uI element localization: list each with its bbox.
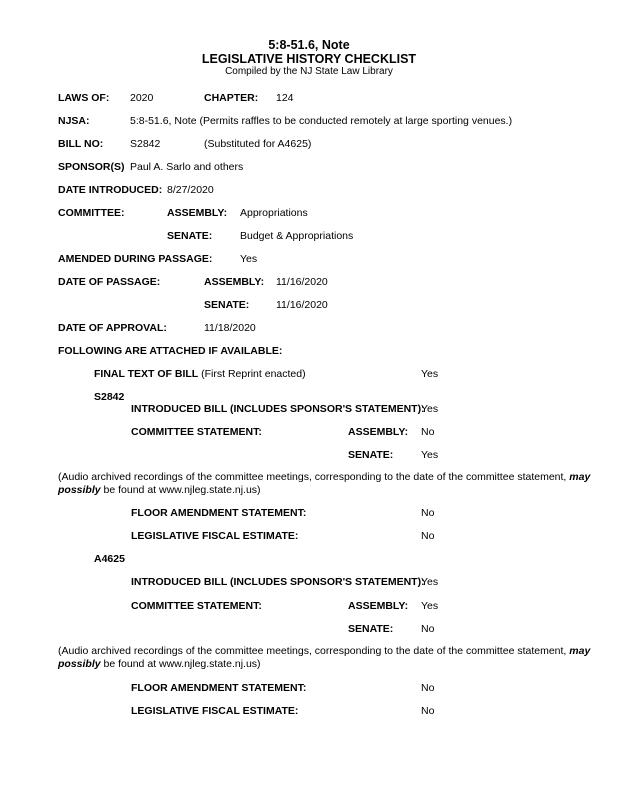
amended-label: AMENDED DURING PASSAGE: xyxy=(58,253,213,265)
bill-no-label: BILL NO: xyxy=(58,138,104,150)
sponsors-value: Paul A. Sarlo and others xyxy=(130,161,244,173)
bill-no-value: S2842 xyxy=(130,138,161,150)
a4625-introduced-value: Yes xyxy=(421,576,439,588)
audio-note-emphasis: may possibly xyxy=(58,471,591,496)
passage-assembly-value: 11/16/2020 xyxy=(276,276,328,288)
s2842-committee-assembly-value: No xyxy=(421,426,435,438)
sponsors-label: SPONSOR(S) xyxy=(58,161,125,173)
final-text-row xyxy=(94,368,306,380)
passage-label: DATE OF PASSAGE: xyxy=(58,276,161,288)
approval-label: DATE OF APPROVAL: xyxy=(58,322,167,334)
compiled-by: Compiled by the NJ State Law Library xyxy=(225,66,393,77)
s2842-introduced-value: Yes xyxy=(421,403,439,415)
a4625-committee-assembly-value: Yes xyxy=(421,600,439,612)
committee-label: COMMITTEE: xyxy=(58,207,125,219)
document-subtitle: LEGISLATIVE HISTORY CHECKLIST xyxy=(201,52,417,66)
document-title: 5:8-51.6, Note xyxy=(268,38,350,52)
amended-value: Yes xyxy=(240,253,258,265)
s2842-introduced-label: INTRODUCED BILL (INCLUDES SPONSOR'S STATEMENT): xyxy=(131,403,425,415)
s2842-committee-label: COMMITTEE STATEMENT: xyxy=(131,426,262,438)
passage-senate-value: 11/16/2020 xyxy=(276,299,328,311)
s2842-audio-note xyxy=(58,471,603,497)
a4625-committee-senate-label: SENATE: xyxy=(348,623,394,635)
s2842-fiscal-label: LEGISLATIVE FISCAL ESTIMATE: xyxy=(131,530,299,542)
committee-assembly-label: ASSEMBLY: xyxy=(167,207,228,219)
a4625-committee-senate-value: No xyxy=(421,623,435,635)
s2842-floor-value: No xyxy=(421,507,435,519)
a4625-floor-label: FLOOR AMENDMENT STATEMENT: xyxy=(131,682,307,694)
audio-note-text-end: be found at www.njleg.state.nj.us) xyxy=(100,484,261,496)
audio-note-text: (Audio archived recordings of the committee meetings, corresponding to the date of the committee statement, xyxy=(58,645,570,657)
committee-senate-value: Budget & Appropriations xyxy=(240,230,354,242)
s2842-committee-senate-label: SENATE: xyxy=(348,449,394,461)
chapter-value: 124 xyxy=(276,92,294,104)
s2842-committee-senate-value: Yes xyxy=(421,449,439,461)
laws-of-value: 2020 xyxy=(130,92,154,104)
a4625-audio-note xyxy=(58,645,603,671)
passage-assembly-label: ASSEMBLY: xyxy=(204,276,265,288)
audio-note-text: (Audio archived recordings of the committee meetings, corresponding to the date of the committee statement, xyxy=(58,471,570,483)
s2842-committee-assembly-label: ASSEMBLY: xyxy=(348,426,409,438)
a4625-floor-value: No xyxy=(421,682,435,694)
a4625-fiscal-label: LEGISLATIVE FISCAL ESTIMATE: xyxy=(131,705,299,717)
committee-assembly-value: Appropriations xyxy=(240,207,308,219)
audio-note-text-end: be found at www.njleg.state.nj.us) xyxy=(100,658,261,670)
committee-senate-label: SENATE: xyxy=(167,230,213,242)
njsa-value: 5:8-51.6, Note (Permits raffles to be conducted remotely at large sporting venues.) xyxy=(130,115,513,127)
approval-value: 11/18/2020 xyxy=(204,322,256,334)
a4625-committee-label: COMMITTEE STATEMENT: xyxy=(131,600,262,612)
laws-of-label: LAWS OF: xyxy=(58,92,110,104)
bill-no-note: (Substituted for A4625) xyxy=(204,138,312,150)
a4625-fiscal-value: No xyxy=(421,705,435,717)
date-introduced-label: DATE INTRODUCED: xyxy=(58,184,163,196)
final-text-value: Yes xyxy=(421,368,439,380)
s2842-fiscal-value: No xyxy=(421,530,435,542)
s2842-floor-label: FLOOR AMENDMENT STATEMENT: xyxy=(131,507,307,519)
a4625-introduced-label: INTRODUCED BILL (INCLUDES SPONSOR'S STATEMENT): xyxy=(131,576,425,588)
chapter-label: CHAPTER: xyxy=(204,92,259,104)
njsa-label: NJSA: xyxy=(58,115,90,127)
final-text-note: (First Reprint enacted) xyxy=(201,368,306,380)
passage-senate-label: SENATE: xyxy=(204,299,250,311)
s2842-bill-label: S2842 xyxy=(94,391,125,403)
date-introduced-value: 8/27/2020 xyxy=(167,184,214,196)
attached-heading: FOLLOWING ARE ATTACHED IF AVAILABLE: xyxy=(58,345,283,357)
final-text-label: FINAL TEXT OF BILL xyxy=(94,368,199,380)
a4625-bill-label: A4625 xyxy=(94,553,125,565)
a4625-committee-assembly-label: ASSEMBLY: xyxy=(348,600,409,612)
audio-note-emphasis: may possibly xyxy=(58,645,591,670)
